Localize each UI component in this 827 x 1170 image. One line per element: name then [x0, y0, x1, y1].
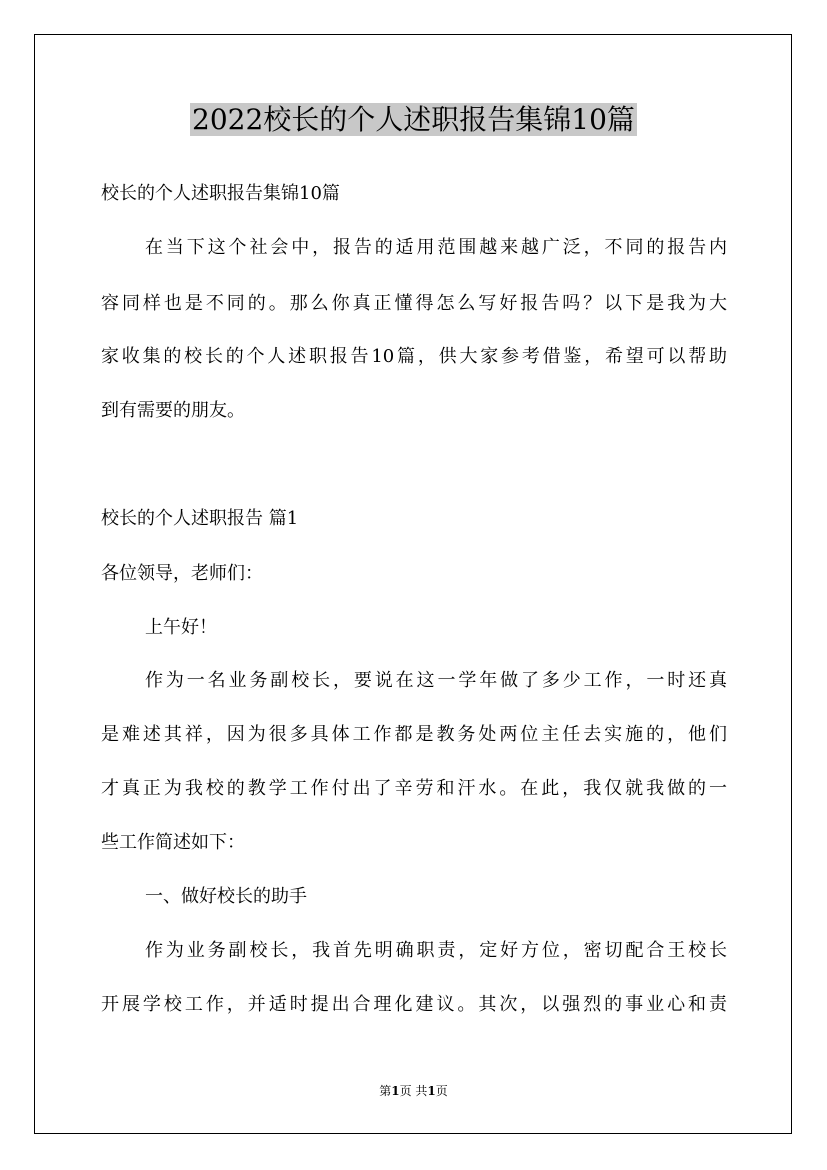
footer-total-suffix: 页: [435, 1084, 448, 1098]
footer-page-prefix: 第: [379, 1084, 392, 1098]
paragraph-line: 容同样也是不同的。那么你真正懂得怎么写好报告吗？以下是我为大: [101, 293, 727, 314]
section-heading: 校长的个人述职报告 篇1: [101, 508, 299, 529]
footer-page-suffix: 页 共: [399, 1084, 428, 1098]
paragraph-line: 是难述其祥，因为很多具体工作都是教务处两位主任去实施的，他们: [101, 724, 727, 745]
paragraph-line: 在当下这个社会中，报告的适用范围越来越广泛，不同的报告内: [145, 237, 727, 258]
page-footer: [0, 1083, 827, 1099]
document-title-text: 2022校长的个人述职报告集锦10篇: [192, 103, 635, 136]
salutation-line: 各位领导，老师们：: [101, 563, 263, 584]
footer-page-number: 1: [391, 1084, 400, 1098]
paragraph-line: 些工作简述如下：: [101, 832, 245, 853]
paragraph-line: 作为业务副校长，我首先明确职责，定好方位，密切配合王校长: [145, 940, 727, 961]
greeting-line: 上午好！: [145, 617, 217, 638]
subsection-heading: 一、做好校长的助手: [145, 886, 307, 907]
paragraph-line: 开展学校工作，并适时提出合理化建议。其次，以强烈的事业心和责: [101, 994, 727, 1015]
paragraph-line: 作为一名业务副校长，要说在这一学年做了多少工作，一时还真: [145, 670, 727, 691]
paragraph-line: 到有需要的朋友。: [101, 400, 245, 421]
paragraph-line: 家收集的校长的个人述职报告10篇，供大家参考借鉴，希望可以帮助: [101, 346, 727, 367]
paragraph-line: 才真正为我校的教学工作付出了辛劳和汗水。在此，我仅就我做的一: [101, 778, 727, 799]
document-title: [0, 100, 827, 140]
footer-total-pages: 1: [427, 1084, 436, 1098]
subtitle-line: 校长的个人述职报告集锦10篇: [101, 183, 340, 204]
